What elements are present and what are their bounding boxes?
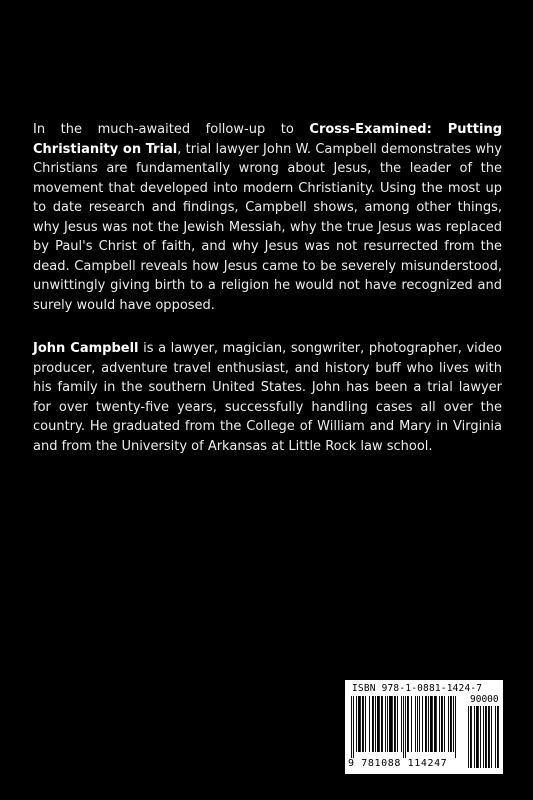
ean-barcode-bars (351, 696, 463, 758)
ean-digits: 9 781088 114247 (348, 758, 448, 769)
prior-book-title: Cross-Examined: Putting Christianity on Trial (33, 122, 502, 157)
book-blurb (33, 120, 502, 315)
isbn-text: ISBN 978-1-0881-1424-7 (352, 683, 483, 694)
blurb-intro: In the much-awaited follow-up to (33, 122, 310, 137)
blurb-paragraph (33, 120, 502, 315)
author-bio (33, 339, 502, 456)
bio-paragraph (33, 339, 502, 456)
bio-body: is a lawyer, magician, songwriter, photographer, video producer, adventure travel enthusiast, and history buff who lives with his family in the southern United States. John has been a trial lawyer for over twenty-five years, successfully handling cases all over the country. He graduated from the College of William and Mary in Virginia and from the University of Arkansas at Little Rock law school. (33, 341, 502, 454)
author-name: John Campbell (33, 341, 139, 356)
addon-barcode-bars (468, 706, 499, 768)
isbn-barcode (345, 680, 503, 774)
blurb-body: , trial lawyer John W. Campbell demonstrates why Christians are fundamentally wrong about Jesus, the leader of the movement that developed into modern Christianity. Using the most up to date research and findings, Campbell shows, among other things, why Jesus was not the Jewish Messiah, why the true Jesus was replaced by Paul's Christ of faith, and why Jesus was not resurrected from the dead. Campbell reveals how Jesus came to be severely misunderstood, unwittingly giving birth to a religion he would not have recognized and surely would have opposed. (33, 141, 502, 313)
barcode-addon-number: 90000 (470, 694, 499, 705)
